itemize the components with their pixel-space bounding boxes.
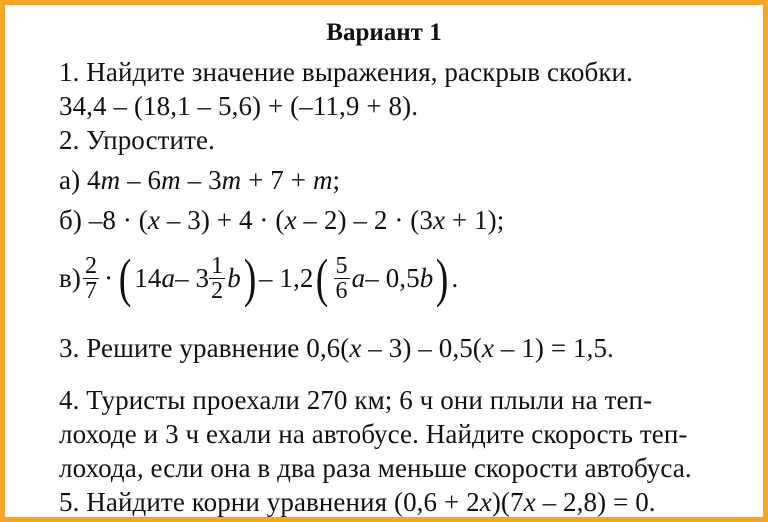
expr-var: x <box>147 205 160 235</box>
expr-term: – 3 <box>175 263 210 293</box>
right-paren: ) <box>243 248 257 308</box>
fraction-denominator: 6 <box>335 277 348 304</box>
expr-var: x <box>284 205 297 235</box>
expr-term: – 2,8) = 0. <box>535 487 656 517</box>
expr-var: a <box>351 263 366 293</box>
expr-term: ; <box>332 165 341 195</box>
task4-line1: 4. Туристы проехали 270 км; 6 ч они плыли на теп- <box>59 385 653 415</box>
task4-line2: лоходе и 3 ч ехали на автобусе. Найдите скорость теп- <box>59 419 688 449</box>
expr-term: 3. Решите уравнение 0,6( <box>59 333 350 363</box>
multiply-dot: · <box>104 263 114 293</box>
task2-heading: 2. Упростите. <box>59 125 215 155</box>
expr-term: –8 · ( <box>88 205 148 235</box>
right-paren: ) <box>436 248 449 308</box>
expr-var: x <box>349 333 362 363</box>
expr-var: x <box>479 487 492 517</box>
task2-b-label: б) <box>59 205 89 235</box>
expr-var: a <box>161 263 176 293</box>
expr-term: – 3) – 0,5( <box>361 333 482 363</box>
fraction-numerator: 5 <box>335 252 348 279</box>
fraction-denominator: 7 <box>84 277 98 304</box>
expr-var: m <box>312 165 333 195</box>
expr-term: – 1) = 1,5. <box>493 333 614 363</box>
variant-title: Вариант 1 <box>326 19 442 46</box>
expr-term: 14 <box>134 263 162 293</box>
expr-term: + 7 + <box>241 165 313 195</box>
fraction-5-6 <box>334 254 350 303</box>
expr-term: – 0,5 <box>365 263 420 293</box>
fraction-2-7 <box>83 254 99 303</box>
expr-var: b <box>227 263 241 293</box>
expr-var: m <box>161 165 181 195</box>
expr-term: )(7 <box>491 487 524 517</box>
fraction-numerator: 1 <box>211 252 224 279</box>
expr-term: – 1,2 <box>258 263 314 293</box>
expr-term: – 2) – 2 · (3 <box>296 205 433 235</box>
task2-c-label: в) <box>59 263 81 293</box>
task4-line3: лохода, если она в два раза меньше скорости автобуса. <box>59 453 692 483</box>
expr-var: b <box>419 263 434 293</box>
left-paren: ( <box>118 248 132 308</box>
expr-term: – 6 <box>120 165 162 195</box>
task3-text <box>59 333 614 363</box>
task1-expression: 34,4 – (18,1 – 5,6) + (–11,9 + 8). <box>59 91 419 121</box>
task1-text: 1. Найдите значение выражения, раскрыв скобки. <box>59 57 633 87</box>
task2-part-a <box>59 165 340 195</box>
expr-var: x <box>523 487 536 517</box>
expr-term: – 3) + 4 · ( <box>159 205 285 235</box>
task2-a-label: а) <box>59 165 88 195</box>
expr-var: m <box>100 165 121 195</box>
fraction-denominator: 2 <box>211 277 224 304</box>
expr-term: 5. Найдите корни уравнения (0,6 + 2 <box>59 487 480 517</box>
left-paren: ( <box>316 248 329 308</box>
expr-var: m <box>221 165 242 195</box>
fraction-1-2 <box>209 254 225 303</box>
task2-part-b <box>59 205 504 235</box>
expr-term: 4 <box>87 165 101 195</box>
expr-term: + 1); <box>445 205 505 235</box>
task2-part-c <box>59 243 458 313</box>
fraction-numerator: 2 <box>84 252 98 279</box>
expr-term: . <box>451 263 459 293</box>
expr-var: x <box>432 205 446 235</box>
expr-var: x <box>481 333 494 363</box>
expr-term: – 3 <box>180 165 222 195</box>
task5-text <box>59 487 656 517</box>
